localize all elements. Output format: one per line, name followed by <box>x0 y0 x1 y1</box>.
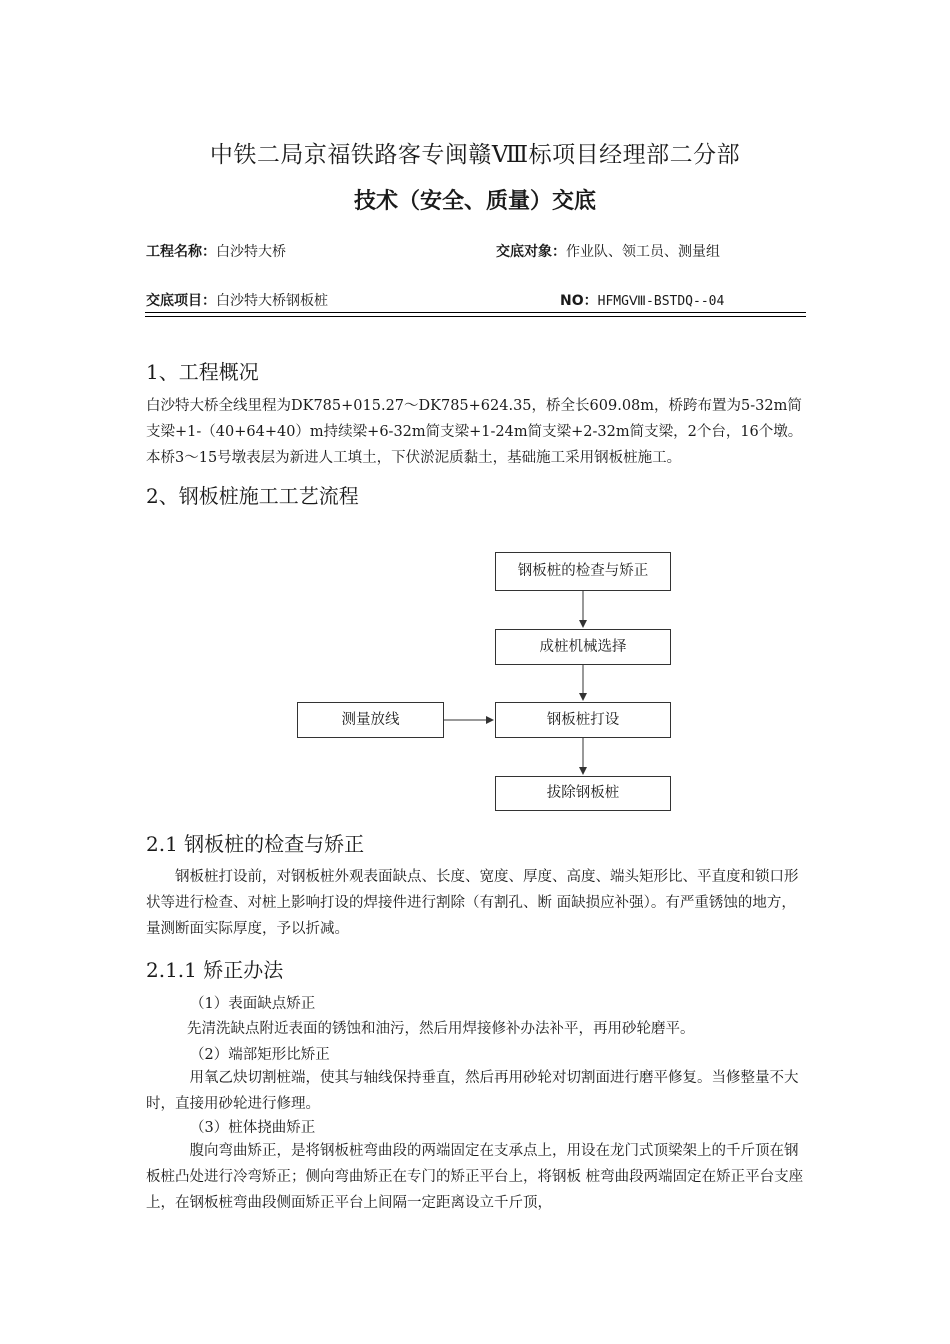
item-value: 白沙特大桥钢板桩 <box>216 293 328 309</box>
section-2-1-heading: 2.1 钢板桩的检查与矫正 <box>146 832 365 856</box>
target-field: 交底对象：作业队、领工员、测量组 <box>496 244 720 260</box>
flow-step-2: 成桩机械选择 <box>495 629 671 665</box>
section-2-1-1-heading: 2.1.1 矫正办法 <box>146 958 284 982</box>
project-name-field: 工程名称：白沙特大桥 <box>146 244 286 260</box>
item-label: 交底项目 <box>146 293 202 309</box>
item-3-heading: （3）桩体挠曲矫正 <box>190 1120 316 1136</box>
section-2-1-body: 钢板桩打设前，对钢板桩外观表面缺点、长度、宽度、厚度、高度、端头矩形比、平直度和锁口形状等进行检查、对桩上影响打设的焊接件进行割除（有割孔、断 面缺损应补强）。有严重锈蚀的地方，量测断面实际厚度，予以折减。 <box>146 869 799 937</box>
item-3-body: 腹向弯曲矫正，是将钢板桩弯曲段的两端固定在支承点上，用设在龙门式顶梁架上的千斤顶在钢板桩凸处进行冷弯矫正；侧向弯曲矫正在专门的矫正平台上，将钢板 桩弯曲段两端固定在矫正平台支座上，在钢板桩弯曲段侧面矫正平台上间隔一定距离设立千斤顶， <box>146 1143 804 1211</box>
document-title: 技术（安全、质量）交底 <box>353 189 596 214</box>
flow-step-4: 拔除钢板桩 <box>495 776 671 811</box>
section-1-body: 白沙特大桥全线里程为DK785+015.27～DK785+624.35，桥全长609.08m，桥跨布置为5-32m简支梁+1-（40+64+40）m持续梁+6-32m简支梁+1-24m简支梁+2-32m简支梁，2个台，16个墩。本桥3～15号墩表层为新进人工填土，下伏淤泥质黏土，基础施工采用钢板桩施工。 <box>146 398 803 466</box>
project-name-label: 工程名称 <box>146 244 202 260</box>
item-field: 交底项目：白沙特大桥钢板桩 <box>146 293 328 309</box>
item-1-body: 先清洗缺点附近表面的锈蚀和油污，然后用焊接修补办法补平，再用砂轮磨平。 <box>187 1021 695 1037</box>
organization-heading: 中铁二局京福铁路客专闽赣Ⅷ标项目经理部二分部 <box>209 142 741 168</box>
document-number-value: HFMGⅧ-BSTDQ--04 <box>597 294 725 309</box>
flow-side-step: 测量放线 <box>297 702 444 738</box>
item-2-heading: （2）端部矩形比矫正 <box>190 1047 330 1063</box>
item-1-heading: （1）表面缺点矫正 <box>190 996 316 1012</box>
target-label: 交底对象 <box>496 244 552 260</box>
target-value: 作业队、领工员、测量组 <box>566 244 720 260</box>
section-2-heading: 2、钢板桩施工工艺流程 <box>146 484 359 508</box>
document-number-label: NO： <box>560 293 598 309</box>
flow-step-3: 钢板桩打设 <box>495 702 671 738</box>
project-name-value: 白沙特大桥 <box>216 244 286 260</box>
item-2-body: 用氧乙炔切割桩端，使其与轴线保持垂直，然后再用砂轮对切割面进行磨平修复。当修整量不大时，直接用砂轮进行修理。 <box>146 1070 799 1112</box>
section-1-heading: 1、工程概况 <box>146 360 259 384</box>
flow-step-1: 钢板桩的检查与矫正 <box>495 552 671 591</box>
